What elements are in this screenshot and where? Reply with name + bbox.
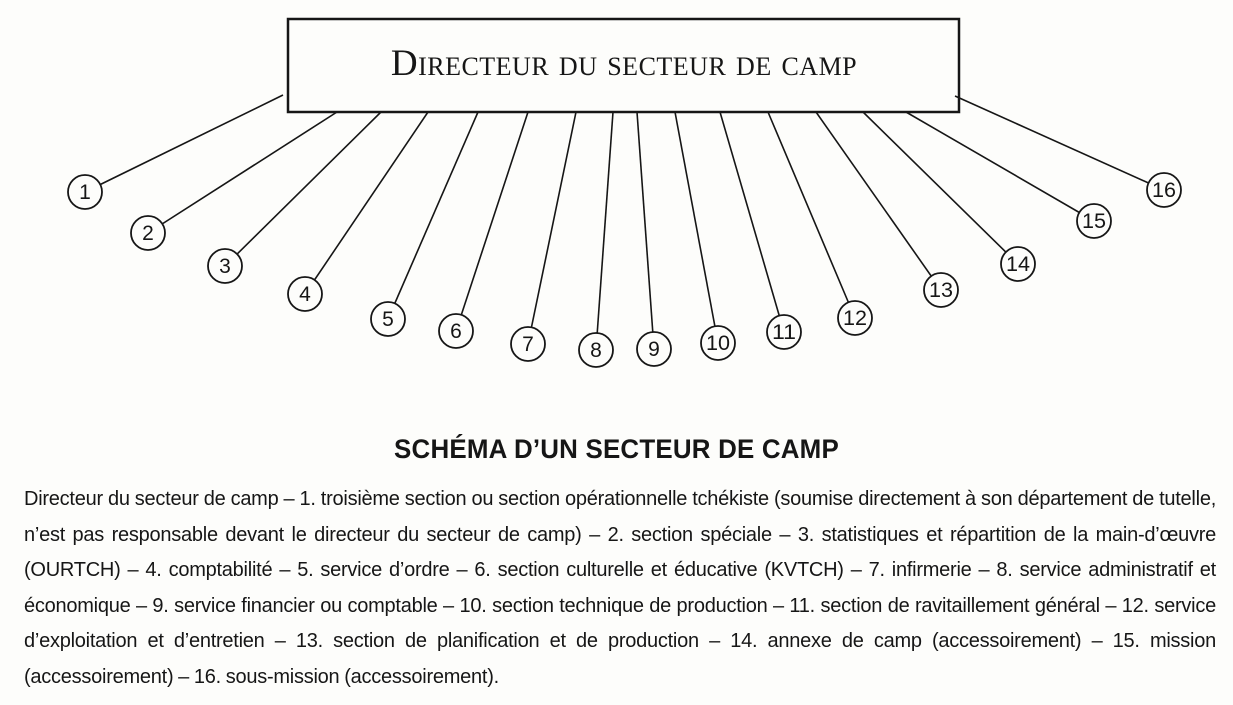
sub-unit-nodes	[68, 173, 1181, 367]
node-15	[1077, 204, 1111, 238]
connector-line-7	[528, 112, 576, 344]
node-label: 15	[1082, 210, 1106, 233]
node-label: 16	[1152, 179, 1176, 202]
node-label: 12	[843, 307, 867, 330]
node-16	[1147, 173, 1181, 207]
node-14	[1001, 247, 1035, 281]
node-label: 1	[79, 181, 91, 204]
connector-line-3	[225, 112, 381, 266]
node-label: 11	[772, 321, 796, 344]
node-1	[68, 175, 102, 209]
node-label: 9	[648, 338, 660, 361]
node-label: 3	[219, 255, 231, 278]
director-box	[288, 19, 959, 112]
node-13	[924, 273, 958, 307]
node-label: 8	[590, 339, 602, 362]
schema-title: SCHÉMA D’UN SECTEUR DE CAMP	[394, 434, 839, 464]
node-6	[439, 314, 473, 348]
node-label: 5	[382, 308, 394, 331]
node-label: 14	[1006, 253, 1031, 276]
connector-line-14	[863, 112, 1018, 264]
node-label: 10	[706, 332, 730, 355]
connector-line-1	[85, 95, 283, 192]
node-10	[701, 326, 735, 360]
connector-line-16	[955, 96, 1164, 190]
node-8	[579, 333, 613, 367]
node-9	[637, 332, 671, 366]
node-5	[371, 302, 405, 336]
connector-line-13	[816, 112, 941, 290]
connector-line-10	[675, 112, 718, 343]
node-label: 6	[450, 320, 462, 343]
connector-line-2	[148, 112, 337, 233]
connector-lines	[85, 95, 1164, 350]
node-7	[511, 327, 545, 361]
connector-line-9	[637, 112, 654, 349]
connector-line-4	[305, 112, 428, 294]
node-3	[208, 249, 242, 283]
node-label: 13	[929, 279, 953, 302]
node-label: 4	[299, 283, 311, 306]
director-title: Directeur du secteur de camp	[390, 43, 858, 84]
node-4	[288, 277, 322, 311]
node-11	[767, 315, 801, 349]
connector-line-11	[720, 112, 784, 332]
node-label: 2	[142, 222, 154, 245]
connector-line-6	[456, 112, 528, 331]
node-2	[131, 216, 165, 250]
legend-text: Directeur du secteur de camp – 1. troisième section ou section opérationnelle tchékiste (soumise directement à son département de tutelle, n’est pas responsable devant le directeur du secteur de camp) – 2. section spéciale – 3. statistiques et répartition de la main-d’œuvre (OURTCH) – 4. comptabilité – 5. service d’ordre – 6. section culturelle et éducative (KVTCH) – 7. infirmerie – 8. service administratif et économique – 9. service financier ou comptable – 10. section technique de production – 11. section de ravitaillement général – 12. service d’exploitation et d’entretien – 13. section de planification et de production – 14. annexe de camp (accessoirement) – 15. mission (accessoirement) – 16. sous-mission (accessoirement).	[24, 488, 1216, 688]
connector-line-8	[596, 112, 613, 350]
connector-line-12	[768, 112, 855, 318]
node-12	[838, 301, 872, 335]
node-label: 7	[522, 333, 534, 356]
connector-line-15	[906, 112, 1094, 221]
connector-line-5	[388, 112, 478, 319]
